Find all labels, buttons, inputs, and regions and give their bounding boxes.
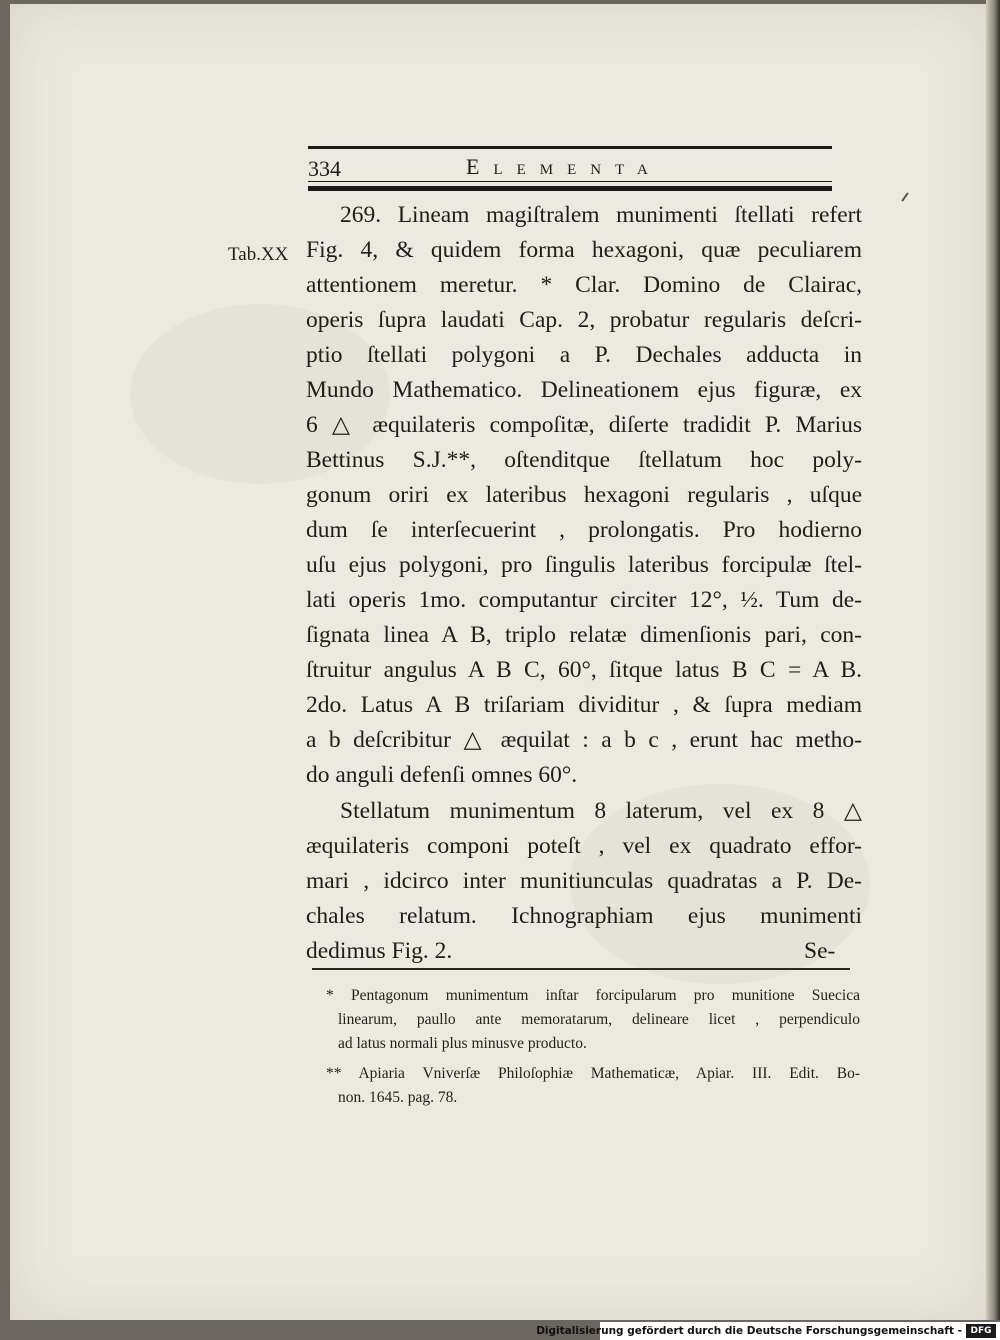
text-line: gonum oriri ex lateribus hexagoni regularis , uſque — [306, 482, 862, 508]
text-line: operis ſupra laudati Cap. 2, probatur regularis deſcri- — [306, 307, 862, 333]
text-line: Fig. 4, & quidem forma hexagoni, quæ peculiarem — [306, 237, 862, 263]
footnote-rule — [312, 968, 850, 970]
text-line: 269. Lineam magiſtralem munimenti ſtellati refert — [340, 202, 862, 228]
footnote-line: non. 1645. pag. 78. — [338, 1089, 458, 1106]
header-rule-top — [308, 146, 832, 149]
dfg-logo[interactable]: DFG — [966, 1324, 996, 1338]
margin-note: Tab.XX — [228, 244, 289, 265]
footnote-line: linearum, paullo ante memoratarum, delineare licet , perpendiculo — [338, 1011, 860, 1028]
funding-notice: Digitalisierung gefördert durch die Deutsche Forschungsgemeinschaft - — [536, 1325, 962, 1337]
text-line: Mundo Mathematico. Delineationem ejus figuræ, ex — [306, 377, 862, 403]
catchword: Se- — [804, 938, 836, 964]
text-line: ſignata linea A B, triplo relatæ dimenſionis pari, con- — [306, 622, 862, 648]
page-number: 334 — [308, 156, 341, 181]
text-line: lati operis 1mo. computantur circiter 12°, ½. Tum de- — [306, 587, 862, 613]
text-line: dum ſe interſecuerint , prolongatis. Pro hodierno — [306, 517, 862, 543]
header-rule-bottom — [308, 186, 832, 191]
footnote-line: * Pentagonum munimentum inſtar forcipularum pro munitione Suecica — [326, 987, 860, 1004]
text-line: Bettinus S.J.**, oſtenditque ſtellatum hoc poly- — [306, 447, 862, 473]
text-line: ſtruitur angulus A B C, 60°, ſitque latus B C = A B. — [306, 657, 862, 683]
text-line: 6 △ æquilateris compoſitæ, diſerte tradidit P. Marius — [306, 412, 862, 438]
text-line: 2do. Latus A B triſariam dividitur , & ſupra mediam — [306, 692, 862, 718]
text-line: dedimus Fig. 2. — [306, 938, 453, 964]
header-rule-thin — [308, 181, 832, 182]
text-line: attentionem meretur. * Clar. Domino de Clairac, — [306, 272, 862, 298]
text-line: uſu ejus polygoni, pro ſingulis lateribus forcipulæ ſtel- — [306, 552, 862, 578]
scan-edge — [986, 0, 1000, 1320]
text-line: do anguli defenſi omnes 60°. — [306, 762, 578, 788]
text-line: Stellatum munimentum 8 laterum, vel ex 8 △ — [340, 798, 862, 824]
text-line: ptio ſtellati polygoni a P. Dechales adducta in — [306, 342, 862, 368]
footnote-line: ** Apiaria Vniverſæ Philoſophiæ Mathematicæ, Apiar. III. Edit. Bo- — [326, 1065, 860, 1082]
footnote-line: ad latus normali plus minusve producto. — [338, 1035, 587, 1052]
text-line: chales relatum. Ichnographiam ejus munimenti — [306, 903, 862, 929]
text-line: a b deſcribitur △ æquilat : a b c , erunt hac metho- — [306, 727, 862, 753]
text-line: æquilateris componi poteſt , vel ex quadrato effor- — [306, 833, 862, 859]
running-title: Elementa — [466, 154, 662, 179]
text-line: mari , idcirco inter munitiunculas quadratas a P. De- — [306, 868, 862, 894]
